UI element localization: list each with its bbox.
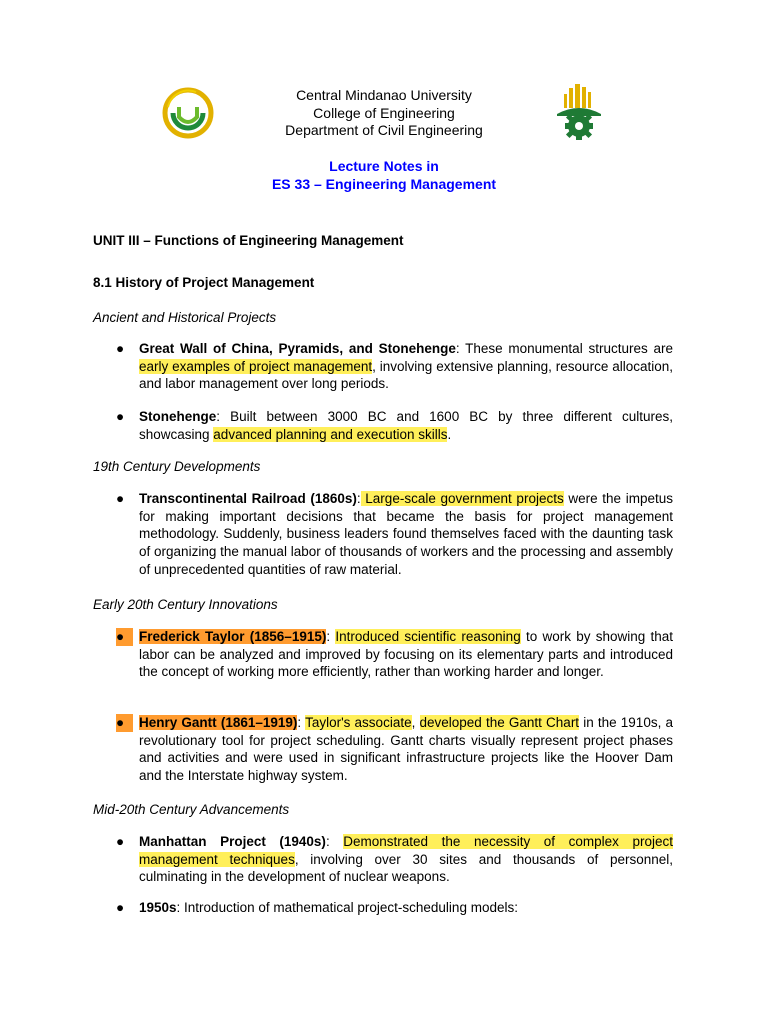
item-highlight-2: developed the Gantt Chart [419, 715, 580, 730]
item-rest: in the 1910s, a revolutionary tool for project scheduling. Gantt charts visually represent project phases and activities and were used in significant infrastructure projects like the Hoover Dam and the Interstate highway system. [139, 715, 673, 784]
list-item [139, 628, 673, 681]
lecture-line-1: Lecture Notes in [329, 158, 439, 174]
unit-title: UNIT III – Functions of Engineering Management [93, 233, 404, 248]
bullet-icon: ● [116, 834, 125, 849]
institution-header [0, 87, 768, 140]
list-item [139, 408, 673, 443]
list-item [139, 340, 673, 393]
item-bold: Manhattan Project (1940s) [139, 834, 326, 849]
item-highlight: Large-scale government projects [360, 491, 564, 506]
item-highlight: Demonstrated the necessity of complex project management techniques [139, 834, 673, 867]
department-name: Department of Civil Engineering [285, 122, 483, 138]
bullet-icon: ● [116, 491, 125, 506]
item-bold: Frederick Taylor (1856–1915) [139, 629, 327, 644]
item-sep: : Introduction of mathematical project-scheduling models: [176, 900, 518, 915]
engineering-gear-logo-icon [555, 84, 603, 140]
section-title: 8.1 History of Project Management [93, 275, 315, 290]
bullet-icon: ● [116, 409, 125, 424]
item-rest: . [447, 426, 452, 442]
item-highlight: Taylor's associate [305, 715, 412, 730]
item-sep: : [356, 491, 361, 506]
item-mid: , [411, 715, 420, 730]
bullet-icon: ● [116, 628, 133, 646]
item-sep: : These monumental structures are [455, 341, 673, 356]
list-item [139, 714, 673, 785]
item-bold: Henry Gantt (1861–1919) [139, 715, 298, 730]
item-sep: : [326, 629, 336, 644]
item-sep: : [297, 715, 306, 730]
bullet-icon: ● [116, 900, 125, 915]
item-highlight: early examples of project management [139, 358, 373, 374]
bullet-icon: ● [116, 341, 125, 356]
list-item [139, 899, 673, 917]
subheading-ancient: Ancient and Historical Projects [93, 310, 277, 325]
item-rest: to work by showing that labor can be analyzed and improved by focusing on its elementary parts and introduced the concept of working more efficiently, rather than working harder and longer. [139, 629, 673, 680]
item-rest: , involving extensive planning, resource allocation, and labor management over long periods. [139, 358, 673, 392]
item-bold: 1950s [139, 900, 177, 915]
item-highlight: Introduced scientific reasoning [335, 629, 521, 644]
subheading-early-20th: Early 20th Century Innovations [93, 597, 278, 612]
lecture-title [0, 157, 768, 193]
item-rest: , involving over 30 sites and thousands of personnel, culminating in the development of nuclear weapons. [139, 851, 673, 885]
item-bold: Transcontinental Railroad (1860s) [139, 491, 357, 506]
item-highlight: advanced planning and execution skills [213, 426, 448, 442]
lecture-line-2: ES 33 – Engineering Management [271, 176, 497, 192]
item-sep: : [325, 834, 344, 849]
list-item [139, 833, 673, 886]
university-name: Central Mindanao University [296, 87, 472, 103]
subheading-19th-century: 19th Century Developments [93, 459, 261, 474]
college-name: College of Engineering [313, 104, 455, 121]
list-item [139, 490, 673, 579]
item-bold: Stonehenge [139, 409, 217, 424]
item-rest: were the impetus for making important decisions that became the basis for project management methodology. Suddenly, business leaders found themselves faced with the daunting task of organizing the manual labor of thousands of workers and the processing and assembly of unprecedented quantities of raw material. [139, 491, 673, 577]
item-sep: : Built between 3000 BC and 1600 BC by three different cultures, showcasing [139, 409, 673, 442]
bullet-icon: ● [116, 714, 133, 732]
subheading-mid-20th: Mid-20th Century Advancements [93, 802, 290, 817]
item-bold: Great Wall of China, Pyramids, and Stonehenge [139, 341, 456, 356]
